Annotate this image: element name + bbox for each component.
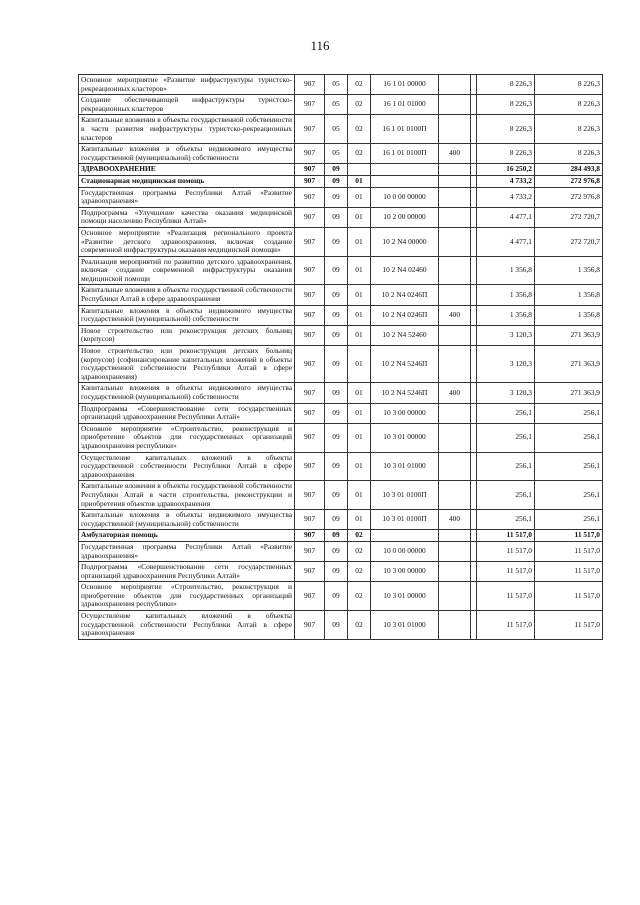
- row-amount-year-2: 256,1: [535, 403, 603, 423]
- row-amount-year-2: 271 363,9: [535, 346, 603, 383]
- row-amount-year-1: 256,1: [477, 423, 535, 452]
- row-expense-type: [439, 346, 471, 383]
- row-expense-type: 400: [439, 305, 471, 325]
- row-target-article: [371, 175, 439, 187]
- table-row: [79, 481, 603, 510]
- row-subsection-code: 01: [348, 285, 371, 305]
- row-expense-type: 400: [439, 144, 471, 164]
- row-expense-type: [439, 95, 471, 115]
- row-subsection-code: 01: [348, 423, 371, 452]
- row-subsection-code: 01: [348, 510, 371, 530]
- table-row: [79, 187, 603, 207]
- row-name: Государственная программа Республики Алтай «Развитие здравоохранения»: [79, 187, 295, 207]
- row-target-article: 10 3 01 0100П: [371, 481, 439, 510]
- row-name: Государственная программа Республики Алтай «Развитие здравоохранения»: [79, 541, 295, 561]
- row-amount-year-2: 8 226,3: [535, 75, 603, 95]
- table-row: [79, 530, 603, 542]
- row-section-code: 09: [325, 611, 348, 640]
- row-amount-year-1: 3 120,3: [477, 346, 535, 383]
- row-name: Подпрограмма «Улучшение качества оказания медицинской помощи населению Республики Алтай»: [79, 207, 295, 227]
- table-row: [79, 115, 603, 144]
- row-grbs-code: 907: [295, 187, 325, 207]
- row-grbs-code: 907: [295, 346, 325, 383]
- row-expense-type: [439, 530, 471, 542]
- row-section-code: 09: [325, 325, 348, 345]
- row-subsection-code: 02: [348, 541, 371, 561]
- row-target-article: 10 2 N4 00000: [371, 227, 439, 256]
- row-name: Реализация мероприятий по развитию детского здравоохранения, включая создание современной инфраструктуры оказания медицинской помощи: [79, 256, 295, 285]
- row-grbs-code: 907: [295, 285, 325, 305]
- row-amount-year-1: 4 477,1: [477, 207, 535, 227]
- row-amount-year-2: 1 356,8: [535, 256, 603, 285]
- row-amount-year-1: 11 517,0: [477, 530, 535, 542]
- row-name: Основное мероприятие «Строительство, реконструкция и приобретение объектов для государственных организаций здравоохранения республики»: [79, 582, 295, 611]
- table-row: [79, 383, 603, 403]
- row-target-article: 10 0 00 00000: [371, 541, 439, 561]
- row-target-article: 10 3 01 01000: [371, 452, 439, 481]
- row-name: Осуществление капитальных вложений в объекты государственной собственности Республики Алтай в сфере здравоохранения: [79, 452, 295, 481]
- row-target-article: 10 2 N4 02460: [371, 256, 439, 285]
- row-amount-year-2: 256,1: [535, 452, 603, 481]
- row-target-article: [371, 530, 439, 542]
- row-name: Капитальные вложения в объекты недвижимого имущества государственной (муниципальной) собственности: [79, 510, 295, 530]
- table-row: [79, 227, 603, 256]
- row-amount-year-2: 256,1: [535, 510, 603, 530]
- row-amount-year-1: 8 226,3: [477, 75, 535, 95]
- row-amount-year-2: 272 720,7: [535, 227, 603, 256]
- row-grbs-code: 907: [295, 115, 325, 144]
- row-section-code: 09: [325, 305, 348, 325]
- table-row: [79, 510, 603, 530]
- row-grbs-code: 907: [295, 144, 325, 164]
- row-amount-year-2: 272 720,7: [535, 207, 603, 227]
- table-row: [79, 207, 603, 227]
- row-subsection-code: 01: [348, 175, 371, 187]
- row-name: ЗДРАВООХРАНЕНИЕ: [79, 164, 295, 176]
- row-amount-year-2: 8 226,3: [535, 144, 603, 164]
- row-section-code: 09: [325, 541, 348, 561]
- row-name: Капитальные вложения в объекты государственной собственности в части развития инфраструктуры туристско-рекреационных кластеров: [79, 115, 295, 144]
- row-subsection-code: 01: [348, 256, 371, 285]
- row-grbs-code: 907: [295, 175, 325, 187]
- row-name: Капитальные вложения в объекты недвижимого имущества государственной (муниципальной) собственности: [79, 144, 295, 164]
- row-expense-type: [439, 452, 471, 481]
- row-section-code: 05: [325, 144, 348, 164]
- row-amount-year-1: 4 733,2: [477, 175, 535, 187]
- row-section-code: 09: [325, 383, 348, 403]
- row-amount-year-2: 271 363,9: [535, 383, 603, 403]
- row-subsection-code: 01: [348, 325, 371, 345]
- row-section-code: 05: [325, 75, 348, 95]
- row-expense-type: [439, 423, 471, 452]
- row-name: Основное мероприятие «Развитие инфраструктуры туристско-рекреационных кластеров»: [79, 75, 295, 95]
- row-expense-type: [439, 325, 471, 345]
- row-subsection-code: 02: [348, 144, 371, 164]
- row-amount-year-1: 1 356,8: [477, 285, 535, 305]
- row-grbs-code: 907: [295, 164, 325, 176]
- row-grbs-code: 907: [295, 423, 325, 452]
- row-expense-type: [439, 207, 471, 227]
- row-expense-type: [439, 227, 471, 256]
- row-subsection-code: 01: [348, 481, 371, 510]
- row-amount-year-2: 271 363,9: [535, 325, 603, 345]
- row-subsection-code: 01: [348, 207, 371, 227]
- row-amount-year-1: 8 226,3: [477, 115, 535, 144]
- row-section-code: 09: [325, 403, 348, 423]
- row-subsection-code: [348, 164, 371, 176]
- table-row: [79, 325, 603, 345]
- row-name: Основное мероприятие «Строительство, реконструкция и приобретение объектов для государственных организаций здравоохранения республики»: [79, 423, 295, 452]
- row-expense-type: [439, 115, 471, 144]
- row-name: Создание обеспечивающей инфраструктуры туристско-рекреационных кластеров: [79, 95, 295, 115]
- row-name: Стационарная медицинская помощь: [79, 175, 295, 187]
- row-subsection-code: 02: [348, 582, 371, 611]
- row-subsection-code: 02: [348, 611, 371, 640]
- row-section-code: 09: [325, 346, 348, 383]
- row-grbs-code: 907: [295, 611, 325, 640]
- row-section-code: 09: [325, 481, 348, 510]
- row-grbs-code: 907: [295, 383, 325, 403]
- row-target-article: 10 3 01 00000: [371, 423, 439, 452]
- row-name: Основное мероприятие «Реализация регионального проекта «Развитие детского здравоохранения, включая создание современной инфраструктуры оказания медицинской помощи»: [79, 227, 295, 256]
- row-section-code: 09: [325, 227, 348, 256]
- row-expense-type: 400: [439, 383, 471, 403]
- row-target-article: 10 3 01 00000: [371, 582, 439, 611]
- row-section-code: 09: [325, 175, 348, 187]
- table-row: [79, 582, 603, 611]
- row-amount-year-2: 284 493,8: [535, 164, 603, 176]
- row-section-code: 09: [325, 285, 348, 305]
- row-grbs-code: 907: [295, 452, 325, 481]
- table-row: [79, 541, 603, 561]
- row-name: Подпрограмма «Совершенствование сети государственных организаций здравоохранения Республики Алтай»: [79, 403, 295, 423]
- row-name: Капитальные вложения в объекты недвижимого имущества государственной (муниципальной) собственности: [79, 305, 295, 325]
- table-row: [79, 562, 603, 582]
- row-grbs-code: 907: [295, 510, 325, 530]
- row-section-code: 09: [325, 510, 348, 530]
- row-expense-type: [439, 256, 471, 285]
- row-grbs-code: 907: [295, 227, 325, 256]
- row-name: Амбулаторная помощь: [79, 530, 295, 542]
- row-expense-type: [439, 75, 471, 95]
- budget-table: [78, 74, 603, 640]
- row-name: Капитальные вложения в объекты государственной собственности Республики Алтай в сфере здравоохранения: [79, 285, 295, 305]
- row-amount-year-1: 11 517,0: [477, 582, 535, 611]
- table-row: [79, 256, 603, 285]
- row-grbs-code: 907: [295, 75, 325, 95]
- row-subsection-code: 01: [348, 305, 371, 325]
- table-row: [79, 75, 603, 95]
- table-row: [79, 346, 603, 383]
- row-grbs-code: 907: [295, 582, 325, 611]
- row-subsection-code: 01: [348, 346, 371, 383]
- row-target-article: 10 3 01 0100П: [371, 510, 439, 530]
- row-subsection-code: 02: [348, 95, 371, 115]
- row-amount-year-1: 8 226,3: [477, 144, 535, 164]
- row-expense-type: [439, 187, 471, 207]
- row-target-article: 10 2 N4 5246П: [371, 383, 439, 403]
- row-expense-type: [439, 403, 471, 423]
- row-expense-type: [439, 611, 471, 640]
- row-expense-type: [439, 164, 471, 176]
- row-subsection-code: 01: [348, 187, 371, 207]
- row-amount-year-2: 8 226,3: [535, 115, 603, 144]
- row-target-article: 10 2 00 00000: [371, 207, 439, 227]
- row-target-article: 10 3 00 00000: [371, 403, 439, 423]
- row-grbs-code: 907: [295, 325, 325, 345]
- row-amount-year-1: 256,1: [477, 510, 535, 530]
- row-subsection-code: 01: [348, 403, 371, 423]
- row-subsection-code: 02: [348, 562, 371, 582]
- row-amount-year-1: 4 477,1: [477, 227, 535, 256]
- table-row: [79, 144, 603, 164]
- row-target-article: [371, 164, 439, 176]
- row-target-article: 16 1 01 00000: [371, 75, 439, 95]
- row-grbs-code: 907: [295, 305, 325, 325]
- row-grbs-code: 907: [295, 256, 325, 285]
- row-section-code: 09: [325, 423, 348, 452]
- table-row: [79, 403, 603, 423]
- row-section-code: 09: [325, 582, 348, 611]
- row-amount-year-2: 272 976,8: [535, 175, 603, 187]
- row-section-code: 09: [325, 256, 348, 285]
- row-amount-year-1: 16 250,2: [477, 164, 535, 176]
- row-grbs-code: 907: [295, 530, 325, 542]
- row-grbs-code: 907: [295, 95, 325, 115]
- row-amount-year-1: 256,1: [477, 452, 535, 481]
- row-amount-year-1: 3 120,3: [477, 325, 535, 345]
- row-name: Капитальные вложения в объекты государственной собственности Республики Алтай в части строительства, реконструкции и приобретения объектов здравоохранения: [79, 481, 295, 510]
- row-amount-year-2: 256,1: [535, 481, 603, 510]
- row-grbs-code: 907: [295, 403, 325, 423]
- row-amount-year-1: 1 356,8: [477, 256, 535, 285]
- table-row: [79, 164, 603, 176]
- row-amount-year-2: 11 517,0: [535, 541, 603, 561]
- row-target-article: 10 3 00 00000: [371, 562, 439, 582]
- row-subsection-code: 01: [348, 227, 371, 256]
- row-expense-type: [439, 175, 471, 187]
- row-name: Подпрограмма «Совершенствование сети государственных организаций здравоохранения Республики Алтай»: [79, 562, 295, 582]
- row-amount-year-2: 1 356,8: [535, 285, 603, 305]
- row-name: Новое строительство или реконструкция детских больниц (корпусов): [79, 325, 295, 345]
- table-row: [79, 175, 603, 187]
- row-amount-year-1: 256,1: [477, 481, 535, 510]
- page-number: 116: [310, 38, 330, 53]
- row-section-code: 05: [325, 95, 348, 115]
- row-expense-type: [439, 541, 471, 561]
- row-expense-type: [439, 582, 471, 611]
- table-row: [79, 423, 603, 452]
- row-section-code: 09: [325, 452, 348, 481]
- row-target-article: 10 2 N4 52460: [371, 325, 439, 345]
- row-section-code: 09: [325, 187, 348, 207]
- row-amount-year-1: 1 356,8: [477, 305, 535, 325]
- row-subsection-code: 02: [348, 115, 371, 144]
- row-amount-year-2: 1 356,8: [535, 305, 603, 325]
- row-subsection-code: 01: [348, 383, 371, 403]
- row-amount-year-2: 11 517,0: [535, 530, 603, 542]
- row-amount-year-2: 8 226,3: [535, 95, 603, 115]
- row-name: Осуществление капитальных вложений в объекты государственной собственности Республики Алтай в сфере здравоохранения: [79, 611, 295, 640]
- row-section-code: 09: [325, 164, 348, 176]
- row-target-article: 16 1 01 0100П: [371, 144, 439, 164]
- row-amount-year-1: 8 226,3: [477, 95, 535, 115]
- row-expense-type: 400: [439, 510, 471, 530]
- row-amount-year-2: 272 976,8: [535, 187, 603, 207]
- row-section-code: 09: [325, 207, 348, 227]
- row-name: Капитальные вложения в объекты недвижимого имущества государственной (муниципальной) собственности: [79, 383, 295, 403]
- row-target-article: 10 3 01 01000: [371, 611, 439, 640]
- row-name: Новое строительство или реконструкция детских больниц (корпусов) (софинансирование капитальных вложений в объекты государственной собственности Республики Алтай в сфере здравоохранения): [79, 346, 295, 383]
- row-section-code: 09: [325, 562, 348, 582]
- row-amount-year-1: 11 517,0: [477, 611, 535, 640]
- row-target-article: 10 0 00 00000: [371, 187, 439, 207]
- table-row: [79, 611, 603, 640]
- row-amount-year-1: 256,1: [477, 403, 535, 423]
- row-subsection-code: 02: [348, 75, 371, 95]
- row-grbs-code: 907: [295, 207, 325, 227]
- row-amount-year-2: 11 517,0: [535, 611, 603, 640]
- row-section-code: 05: [325, 115, 348, 144]
- row-target-article: 16 1 01 0100П: [371, 115, 439, 144]
- row-amount-year-1: 3 120,3: [477, 383, 535, 403]
- row-grbs-code: 907: [295, 541, 325, 561]
- row-target-article: 10 2 N4 0246П: [371, 285, 439, 305]
- row-subsection-code: 01: [348, 452, 371, 481]
- table-row: [79, 285, 603, 305]
- row-amount-year-1: 11 517,0: [477, 541, 535, 561]
- row-expense-type: [439, 481, 471, 510]
- row-amount-year-1: 4 733,2: [477, 187, 535, 207]
- row-amount-year-1: 11 517,0: [477, 562, 535, 582]
- row-grbs-code: 907: [295, 481, 325, 510]
- table-row: [79, 452, 603, 481]
- row-amount-year-2: 11 517,0: [535, 562, 603, 582]
- row-section-code: 09: [325, 530, 348, 542]
- row-amount-year-2: 256,1: [535, 423, 603, 452]
- row-target-article: 16 1 01 01000: [371, 95, 439, 115]
- row-target-article: 10 2 N4 5246П: [371, 346, 439, 383]
- table-row: [79, 95, 603, 115]
- row-amount-year-2: 11 517,0: [535, 582, 603, 611]
- row-expense-type: [439, 285, 471, 305]
- row-grbs-code: 907: [295, 562, 325, 582]
- row-subsection-code: 02: [348, 530, 371, 542]
- row-expense-type: [439, 562, 471, 582]
- row-target-article: 10 2 N4 0246П: [371, 305, 439, 325]
- table-row: [79, 305, 603, 325]
